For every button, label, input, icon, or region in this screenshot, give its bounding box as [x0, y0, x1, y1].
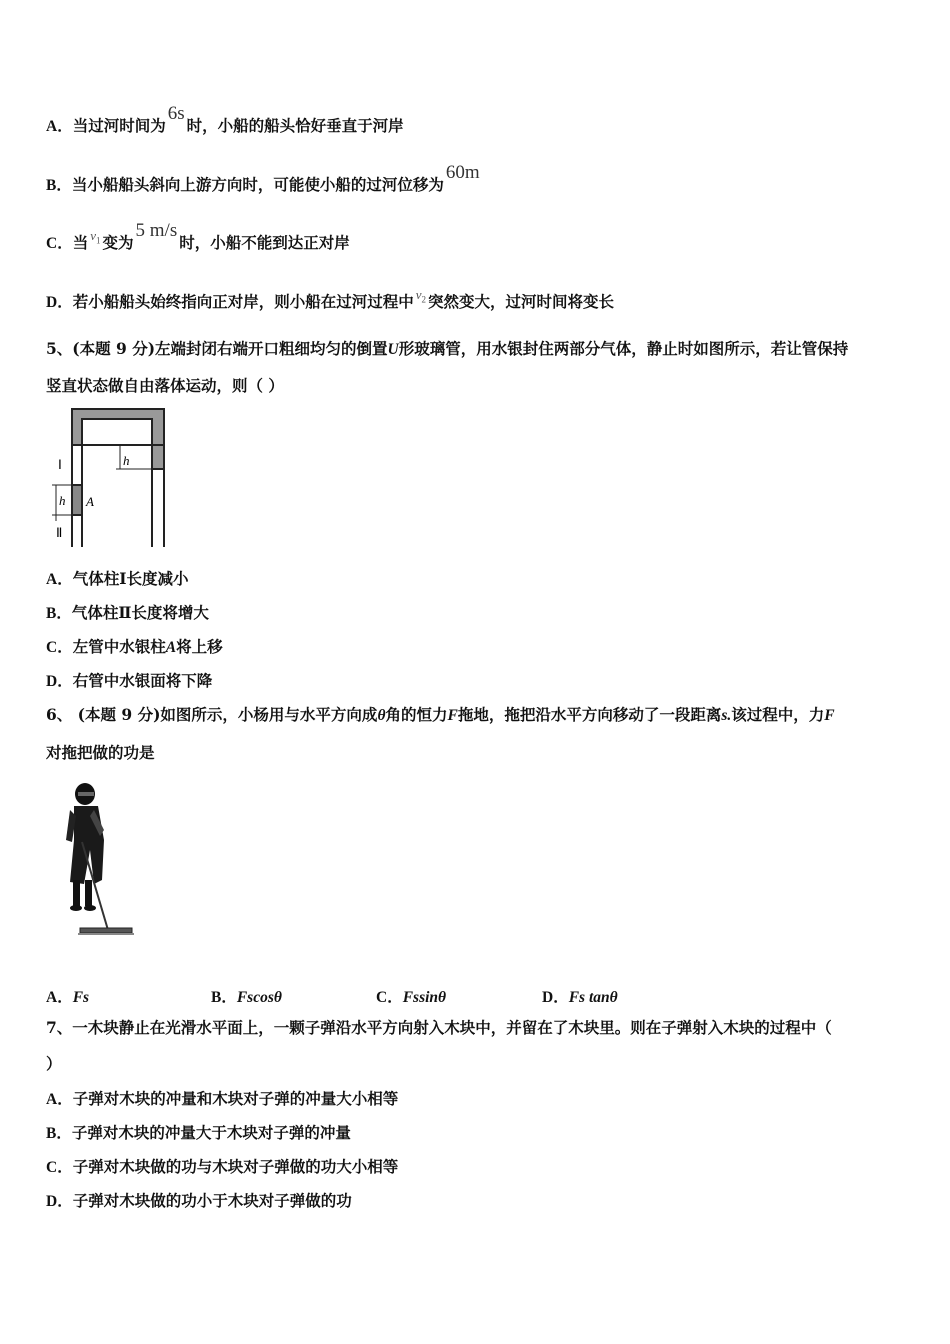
q7-stem-line1: 7、一木块静止在光滑水平面上，一颗子弹沿水平方向射入木块中，并留在了木块里。则在子弹射入木块的过程中（	[46, 1018, 832, 1037]
label-h-right: h	[123, 453, 130, 468]
mopping-figure	[60, 780, 140, 945]
option-label: B．	[46, 177, 72, 194]
q7-option-b: B．子弹对木块的冲量大于木块对子弹的冲量	[46, 1123, 351, 1142]
label-gas-ii: Ⅱ	[56, 525, 63, 540]
q7-stem-line2: ）	[46, 1054, 62, 1073]
q5-stem-line1: 5、(本题 9 分)左端封闭右端开口粗细均匀的倒置U形玻璃管，用水银封住两部分气体，静止时如图所示，若让管保持	[46, 339, 849, 358]
label-h-left: h	[59, 493, 66, 508]
mercury-right	[152, 445, 164, 469]
math-value: 6s	[167, 103, 185, 124]
label-gas-i: Ⅰ	[58, 457, 62, 472]
option-label: D．	[46, 294, 73, 311]
label-a: A	[86, 494, 94, 509]
q6-choice-c: C．Fssinθ	[376, 989, 447, 1006]
math-value: 60m	[445, 162, 480, 183]
q5-option-a: A．气体柱Ⅰ长度减小	[46, 569, 189, 588]
q4-option-b: B．当小船船头斜向上游方向时，可能使小船的过河位移为60m	[46, 162, 480, 194]
math-value: 5 m/s	[135, 220, 178, 241]
q5-option-c: C．左管中水银柱A将上移	[46, 637, 223, 656]
q6-stem-line2: 对拖把做的功是	[46, 743, 155, 762]
q6-stem-line1: 6、 (本题 9 分)如图所示，小杨用与水平方向成θ角的恒力F拖地，拖把沿水平方向移动了一段距离s.该过程中，力F	[46, 705, 835, 724]
q5-option-b: B．气体柱Ⅱ长度将增大	[46, 603, 209, 622]
math-variable: $v_2$	[415, 287, 426, 305]
tube-inner	[82, 419, 152, 445]
q4-option-c: C．当 $v_1$ 变为5 m/s时，小船不能到达正对岸	[46, 220, 350, 252]
q7-option-d: D．子弹对木块做的功小于木块对子弹做的功	[46, 1191, 352, 1210]
q6-choice-d: D．Fs tanθ	[542, 989, 618, 1006]
q7-option-a: A．子弹对木块的冲量和木块对子弹的冲量大小相等	[46, 1089, 399, 1108]
q5-option-d: D．右管中水银面将下降	[46, 671, 213, 690]
q7-option-c: C．子弹对木块做的功与木块对子弹做的功大小相等	[46, 1157, 399, 1176]
option-label: A．	[46, 118, 73, 135]
option-label: C．	[46, 235, 73, 252]
q6-choice-a: A．Fs	[46, 989, 90, 1006]
q4-option-d: D．若小船船头始终指向正对岸，则小船在过河过程中 $v_2$ 突然变大，过河时间将变长	[46, 287, 615, 311]
q6-choice-b: B．Fscosθ	[211, 989, 282, 1006]
mercury-column-a	[72, 485, 82, 515]
q5-stem-line2: 竖直状态做自由落体运动，则（ ）	[46, 376, 284, 395]
q4-option-a: A．当过河时间为6s时，小船的船头恰好垂直于河岸	[46, 103, 404, 135]
u-tube-figure	[48, 405, 173, 550]
math-variable: $v_1$	[90, 228, 101, 246]
